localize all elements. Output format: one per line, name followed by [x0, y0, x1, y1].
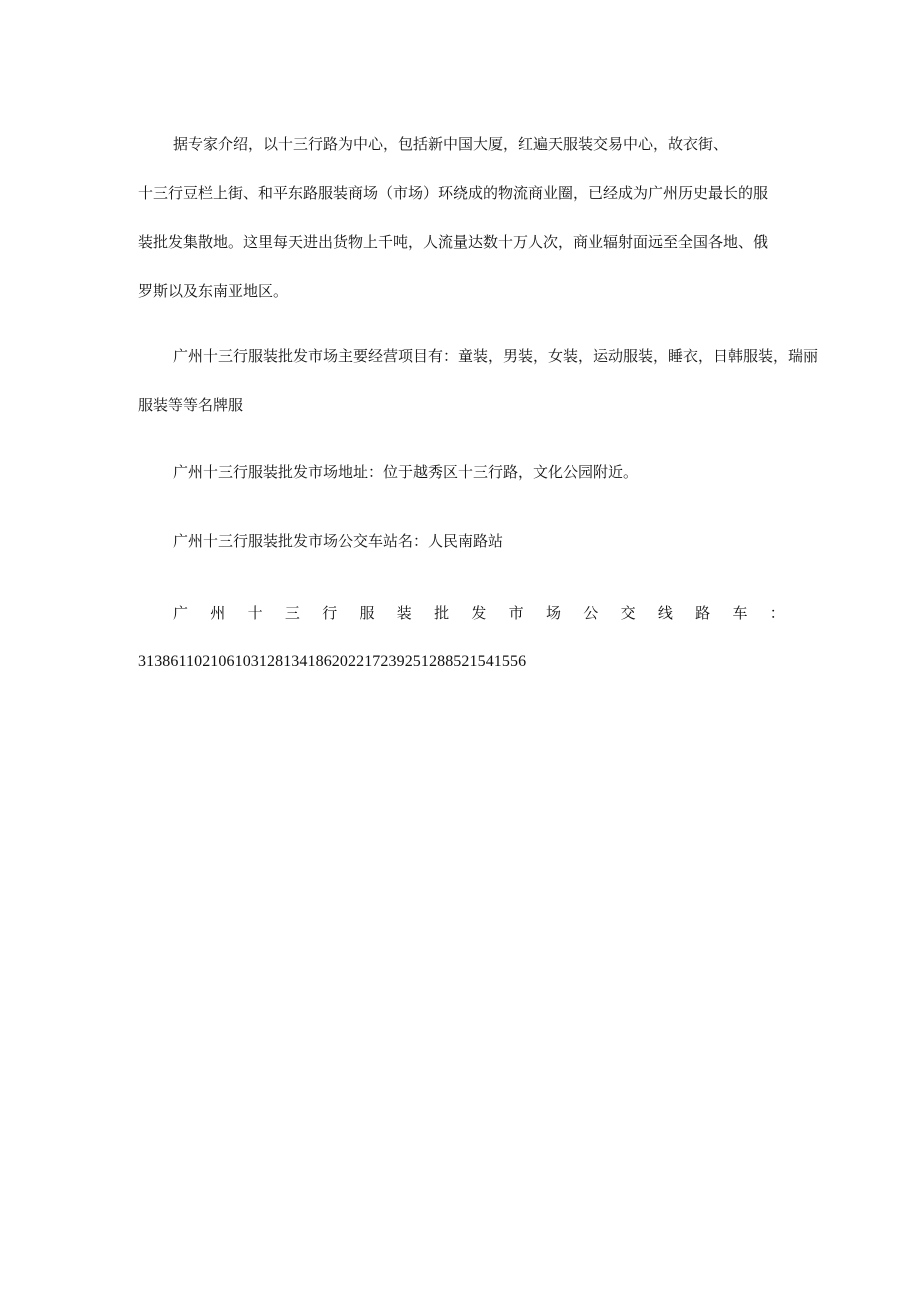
bus-line-heading-char: 车	[732, 604, 748, 622]
bus-line-heading-char: 批	[434, 604, 450, 622]
bus-line-heading-char: 公	[583, 604, 599, 622]
paragraph-3-line-1: 广州十三行服装批发市场地址：位于越秀区十三行路，文化公园附近。	[173, 463, 639, 481]
bus-line-heading-char: 线	[657, 604, 673, 622]
paragraph-2-line-2: 服装等等名牌服	[138, 396, 244, 414]
bus-line-heading-char: 场	[545, 604, 561, 622]
bus-line-heading-char: ：	[769, 604, 785, 622]
bus-line-heading-char: 路	[695, 604, 711, 622]
bus-line-heading-char: 州	[210, 604, 226, 622]
paragraph-1-line-3: 装批发集散地。这里每天进出货物上千吨，人流量达数十万人次，商业辐射面远至全国各地、俄	[138, 233, 769, 251]
bus-line-numbers: 31386110210610312813418620221723925128852154155​6	[138, 653, 527, 670]
paragraph-1-line-1: 据专家介绍，以十三行路为中心，包括新中国大厦，红遍天服装交易中心，故衣街、	[173, 135, 729, 153]
bus-line-heading-char: 十	[247, 604, 263, 622]
paragraph-4-line-1: 广州十三行服装批发市场公交车站名：人民南路站	[173, 532, 504, 550]
bus-line-heading-char: 市	[508, 604, 524, 622]
bus-line-heading-char: 装	[396, 604, 412, 622]
paragraph-2-line-1: 广州十三行服装批发市场主要经营项目有：童装，男装，女装，运动服装，睡衣，日韩服装，瑞丽	[173, 347, 819, 365]
bus-line-heading-char: 三	[284, 604, 300, 622]
bus-line-heading-char: 发	[471, 604, 487, 622]
bus-line-heading-char: 交	[620, 604, 636, 622]
bus-line-heading-char: 行	[322, 604, 338, 622]
paragraph-1-line-4: 罗斯以及东南亚地区。	[138, 282, 289, 300]
bus-line-heading-char: 服	[359, 604, 375, 622]
paragraph-5-line-1	[173, 601, 785, 625]
paragraph-1-line-2: 十三行豆栏上街、和平东路服装商场（市场）环绕成的物流商业圈，已经成为广州历史最长的服	[138, 184, 769, 202]
bus-line-heading-char: 广	[173, 604, 189, 622]
